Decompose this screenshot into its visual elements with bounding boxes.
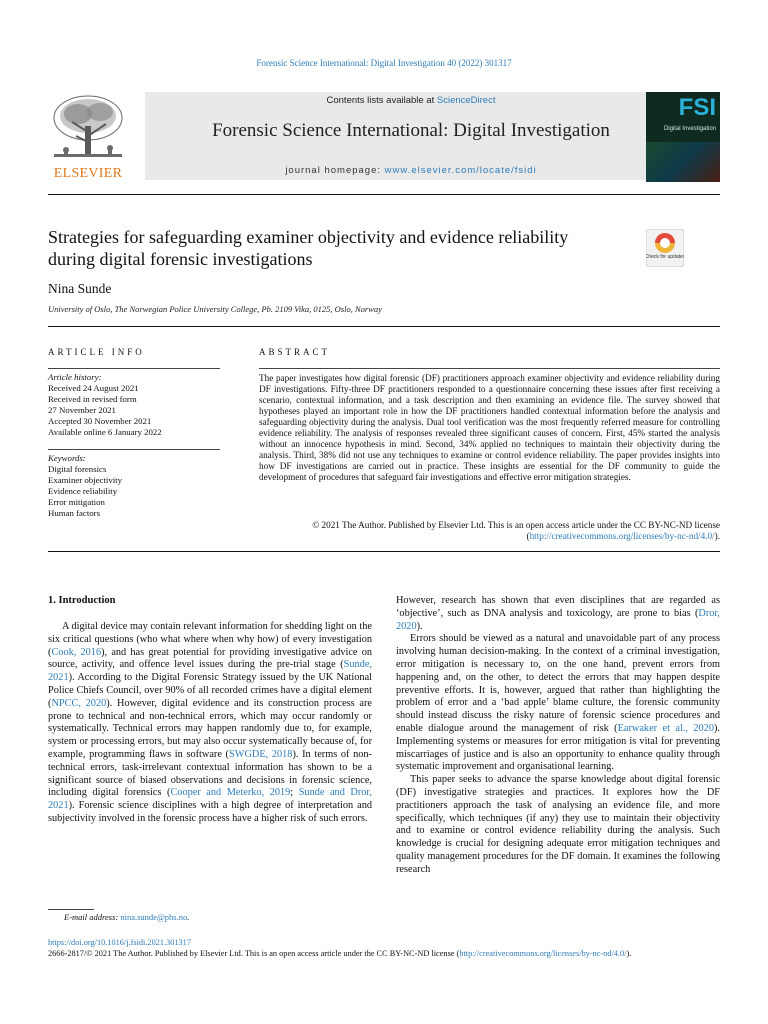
journal-cover-thumbnail[interactable] — [646, 92, 720, 182]
abstract-bottom-rule — [48, 551, 720, 552]
doi-link[interactable]: https://doi.org/10.1016/j.fsidi.2021.301317 — [48, 938, 191, 947]
license-link[interactable]: http://creativecommons.org/licenses/by-nc-nd/4.0/ — [529, 531, 715, 541]
cover-title: FSI — [678, 94, 716, 121]
keyword: Error mitigation — [48, 497, 105, 507]
citation-link[interactable]: Earwaker et al., 2020 — [617, 722, 714, 734]
history-item: Accepted 30 November 2021 — [48, 416, 152, 426]
journal-homepage — [145, 165, 677, 176]
history-item: Received 24 August 2021 — [48, 383, 139, 393]
article-info-rule — [48, 368, 220, 369]
history-item: Received in revised form — [48, 394, 137, 404]
check-for-updates-icon — [646, 229, 684, 267]
elsevier-tree-logo — [48, 92, 128, 182]
abstract-rule — [259, 368, 720, 369]
author-email-footnote: E-mail address: nina.sunde@phs.no. — [64, 912, 190, 922]
keyword: Evidence reliability — [48, 486, 118, 496]
keywords-rule — [48, 449, 220, 450]
citation-link[interactable]: SWGDE, 2018 — [229, 748, 293, 760]
journal-reference[interactable]: Forensic Science International: Digital Investigation 40 (2022) 301317 — [256, 58, 512, 68]
citation-link[interactable]: Sunde, 2021 — [48, 659, 372, 684]
homepage-link[interactable]: www.elsevier.com/locate/fsidi — [384, 165, 537, 176]
header-rule — [48, 194, 720, 195]
homepage-prefix: journal homepage: — [285, 165, 385, 176]
paragraph: This paper seeks to advance the sparse knowledge about digital forensic (DF) investigative strategies and practices. It explores how the DF practitioners approach the task of analysing an evidence file, and more specifically, which techniques (if any) they use to maintain their objectivity and to examine or control evidence reliability during the analysis. Such knowledge is crucial for designing adequate error mitigation techniques and quality management procedures for the DF domain. It examines the following research — [396, 774, 720, 875]
elsevier-logo-text: ELSEVIER — [53, 166, 123, 181]
abstract-copyright — [259, 520, 720, 542]
paragraph: Errors should be viewed as a natural and unavoidable part of any process involving human decision-making. In the context of a criminal investigation, error mitigation is necessary to, on the one hand, prevent errors from happening and, on the other, to detect the errors that may happen despite preventive efforts. It is, however, argued that rather than highlighting the problem of error and a ‘bad apple’ blame culture, the forensic community should instead discuss the risky nature of forensic science procedures and enable dialogue around the management of risk (Earwaker et al., 2020). Implementing systems or measures for error mitigation is vital for preventing miscarriages of justice and is also an opportunity to enhance quality through systematic improvement and organisational learning. — [396, 633, 720, 773]
keywords-label: Keywords: — [48, 453, 86, 463]
history-label: Article history: — [48, 372, 102, 382]
footer-license-link[interactable]: http://creativecommons.org/licenses/by-nc-nd/4.0/ — [459, 949, 627, 958]
section-heading-introduction: 1. Introduction — [48, 595, 116, 606]
article-title: Strategies for safeguarding examiner objectivity and evidence reliability during digital forensic investigations — [48, 227, 569, 269]
paragraph: However, research has shown that even disciplines that are regarded as ‘objective’, such as DNA analysis and toxicology, are prone to bias (Dror, 2020). — [396, 595, 720, 632]
article-history — [48, 372, 162, 438]
issn-license-line: 2666-2817/© 2021 The Author. Published by Elsevier Ltd. This is an open access article under the CC BY-NC-ND license (http://creativecommons.org/licenses/by-nc-nd/4.0/). — [48, 949, 632, 958]
author-name[interactable]: Nina Sunde — [48, 281, 112, 296]
keyword: Digital forensics — [48, 464, 107, 474]
contents-prefix: Contents lists available at — [326, 95, 437, 106]
body-right-column — [396, 595, 720, 877]
citation-link[interactable]: Cooper and Meterko, 2019 — [170, 787, 291, 799]
contents-line — [145, 95, 677, 106]
journal-title: Forensic Science International: Digital Investigation — [212, 120, 610, 141]
history-item: 27 November 2021 — [48, 405, 116, 415]
citation-link[interactable]: Cook, 2016 — [51, 646, 102, 658]
keywords — [48, 453, 122, 519]
check-badge-label: Check for updates — [646, 254, 684, 260]
paragraph: A digital device may contain relevant information for shedding light on the six critical questions (who what where when why how) of every investigation (Cook, 2016), and has great potential for providing investigative advice on source, activity, and offence level issues during the pre-trial stage (Sunde, 2021). According to the Digital Forensic Strategy issued by the UK National Police Chiefs Council, over 90% of all recorded crimes have a digital element (NPCC, 2020). However, digital evidence and its construction process are prone to technical and non-technical errors, which may occur randomly or systematically. Technical errors may happen randomly due to, for example, system or processing errors, but may also occur systematically because of, for example, programming flaws in software (SWGDE, 2018). In terms of non-technical errors, task-irrelevant contextual information has shown to be a significant source of biased observations and decisions in forensic science, including digital forensics (Cooper and Meterko, 2019; Sunde and Dror, 2021). Forensic science disciplines with a high degree of interpretation and subjectivity involved in the forensic process have a higher risk of such errors. — [48, 621, 372, 824]
keyword: Human factors — [48, 508, 101, 518]
citation-link[interactable]: Dror, 2020 — [396, 607, 720, 632]
email-link[interactable]: nina.sunde@phs.no — [120, 912, 188, 922]
body-left-column — [48, 621, 372, 826]
cover-subtitle: Digital Investigation — [663, 126, 716, 132]
cover-artwork — [646, 142, 720, 182]
sciencedirect-link[interactable]: ScienceDirect — [436, 95, 496, 106]
journal-banner — [145, 92, 677, 180]
citation-link[interactable]: NPCC, 2020 — [51, 697, 107, 709]
history-item: Available online 6 January 2022 — [48, 427, 162, 437]
copyright-end: ). — [714, 531, 720, 541]
masthead — [48, 92, 720, 182]
abstract-heading: ABSTRACT — [259, 347, 331, 357]
title-rule — [48, 326, 720, 327]
citation-link[interactable]: Sunde and Dror, 2021 — [48, 787, 372, 812]
footnote-rule — [48, 909, 94, 910]
keyword: Examiner objectivity — [48, 475, 123, 485]
copyright-text: © 2021 The Author. Published by Elsevier Ltd. This is an open access article under the CC BY-NC-ND license ( — [312, 520, 720, 541]
abstract-text: The paper investigates how digital forensic (DF) practitioners approach examiner objectivity and evidence reliability during DF investigations. Fifty-three DF practitioners responded to a questionnaire concerning these issues after first receiving a scenario, contextual information, and a task description and then examining an evidence file. The survey showed that hypotheses played an important role in how the DF practitioners handled contextual information before the analysis and safeguarding objectivity during the analysis. Dual tool verification was the most frequently referred measure for controlling evidence reliability. The analysis of responses revealed three significant causes of concern. First, 45% started the analysis without an innocence hypothesis in mind. Second, 34% applied no techniques to maintain their objectivity during the analysis. Third, 38% did not use any techniques to examine or control evidence reliability. The paper provides insights into how DF investigations are carried out in practice. These insights are essential for the DF community to guide the development of procedures that safeguard fair investigations and effective error mitigation strategies. — [259, 373, 720, 482]
check-for-updates-badge[interactable] — [646, 229, 684, 267]
author-affiliation: University of Oslo, The Norwegian Police University College, Pb. 2109 Vika, 0125, Oslo, Norway — [48, 304, 382, 314]
article-info-heading: ARTICLE INFO — [48, 347, 145, 357]
